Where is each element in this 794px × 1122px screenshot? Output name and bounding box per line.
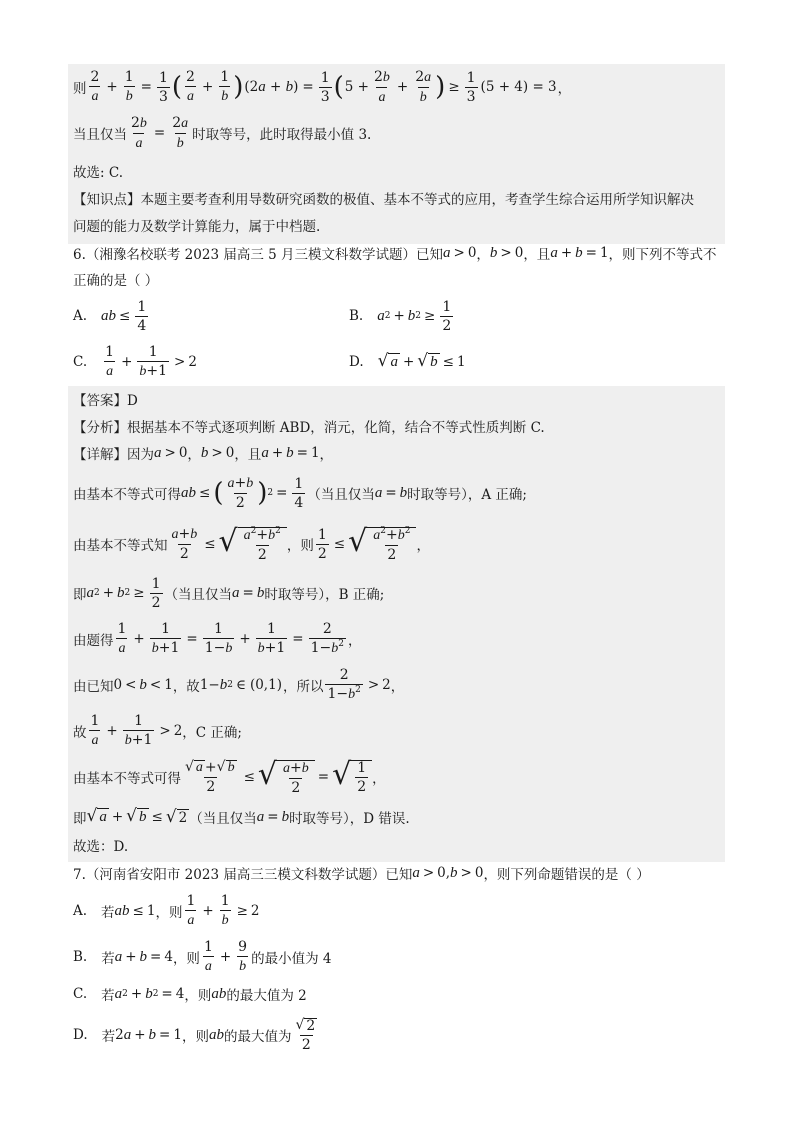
q6-option-a: A. ab ≤ $\frac{1}{4}$ [73, 298, 147, 334]
q6-answer: 【答案】D [73, 393, 138, 409]
q6-step-8: 即 √ a + √ b ≤ √ 2 （当且仅当 a = b 时取等号），D 错误. [73, 806, 410, 827]
q7-option-a: A. 若 ab ≤ 1 ，则 $\frac{1}{a}$ + $\frac{1}{b}$ ≥ 2 [73, 893, 260, 928]
q6-step-5: 由已知 0 < b < 1 ，故 1− b 2 ∈ (0,1) ，所以 $\frac{2}{1-b^2}$ > 2 ， [73, 667, 405, 702]
q7-option-d: D. 若 2 a + b = 1 ，则 ab 的最大值为 √ 2 2 [73, 1017, 316, 1053]
q6-step-4: 由题得 $\frac{1}{a}$ + $\frac{1}{b+1}$ = $\frac{1}{1-b}$ + $\frac{1}{b+1}$ = $\frac{2}{1-b^2}$ ， [73, 621, 362, 656]
q6-option-b: B. a 2 + b 2 ≥ $\frac{1}{2}$ [349, 298, 452, 334]
knowledge-point-line-1: 【知识点】本题主要考查利用导数研究函数的极值、基本不等式的应用，考查学生综合运用所学知识解决 [73, 192, 694, 208]
q6-stem-line-1: 6.（湘豫名校联考 2023 届高三 5 月三模文科数学试题）已知 a > 0 ， b > 0 ，且 a + b = 1 ，则下列不等式不 [73, 244, 717, 263]
q6-step-1: 由基本不等式可得 ab ≤ ( $\frac{a+b}{2}$ ) 2 = $\frac{1}{4}$ （当且仅当 a = b 时取等号），A 正确; [73, 475, 527, 511]
q6-choose: 故选：D. [73, 839, 129, 855]
knowledge-point-line-2: 问题的能力及数学计算能力，属于中档题. [73, 219, 321, 235]
q6-stem-line-2: 正确的是（ ） [73, 273, 159, 289]
q6-step-6: 故 $\frac{1}{a}$ + $\frac{1}{b+1}$ > 2 ，C 正确; [73, 713, 242, 748]
q6-analysis: 【分析】根据基本不等式逐项判断 ABD，消元，化简，结合不等式性质判断 C. [73, 420, 545, 436]
solution-line-2: 当且仅当 $\frac{2b}{a}$ = $\frac{2a}{b}$ 时取等号，此时取得最小值 3. [73, 114, 372, 151]
q6-step-2: 由基本不等式知 $\frac{a+b}{2}$ ≤ √ $\frac{a^2+b^2}{2}$ ，则 $\frac{1}{2}$ ≤ √ $\frac{a^2+b^2}{2}$ ， [73, 523, 430, 563]
solution-line-1: 则 $\frac{2}{a}$ + $\frac{1}{b}$ = $\frac{1}{3}$ ( $\frac{2}{a}$ + $\frac{1}{b}$ ) (2a + b) = $\frac{1}{3}$ ( 5 + $\frac{2b}{a}$ + $\frac{2a}{b}$ ) ≥ $\frac{1}{3}$ (5 + 4) = 3 ， [73, 68, 572, 105]
q6-option-d: D. √ a + √ b ≤ 1 [349, 351, 466, 371]
q6-option-c: C. $\frac{1}{a}$ + $\frac{1}{b+1}$ > 2 [73, 344, 197, 379]
q6-step-3: 即 a 2 + b 2 ≥ $\frac{1}{2}$ （当且仅当 a = b 时取等号），B 正确; [73, 575, 385, 611]
solution-choose: 故选: C. [73, 165, 123, 181]
q7-stem: 7.（河南省安阳市 2023 届高三三模文科数学试题）已知 a > 0, b > 0 ，则下列命题错误的是（ ） [73, 864, 650, 883]
q6-step-7: 由基本不等式可得 √ a + √ b 2 ≤ √ $\frac{a+b}{2}$ = √ $\frac{1}{2}$ ， [73, 756, 386, 796]
q7-option-c: C. 若 a 2 + b 2 = 4 ，则 ab 的最大值为 2 [73, 985, 307, 1004]
q7-option-b: B. 若 a + b = 4 ，则 $\frac{1}{a}$ + $\frac{9}{b}$ 的最小值为 4 [73, 939, 332, 974]
q6-detail-intro: 【详解】因为 a > 0 ， b > 0 ，且 a + b = 1 ， [73, 444, 334, 463]
